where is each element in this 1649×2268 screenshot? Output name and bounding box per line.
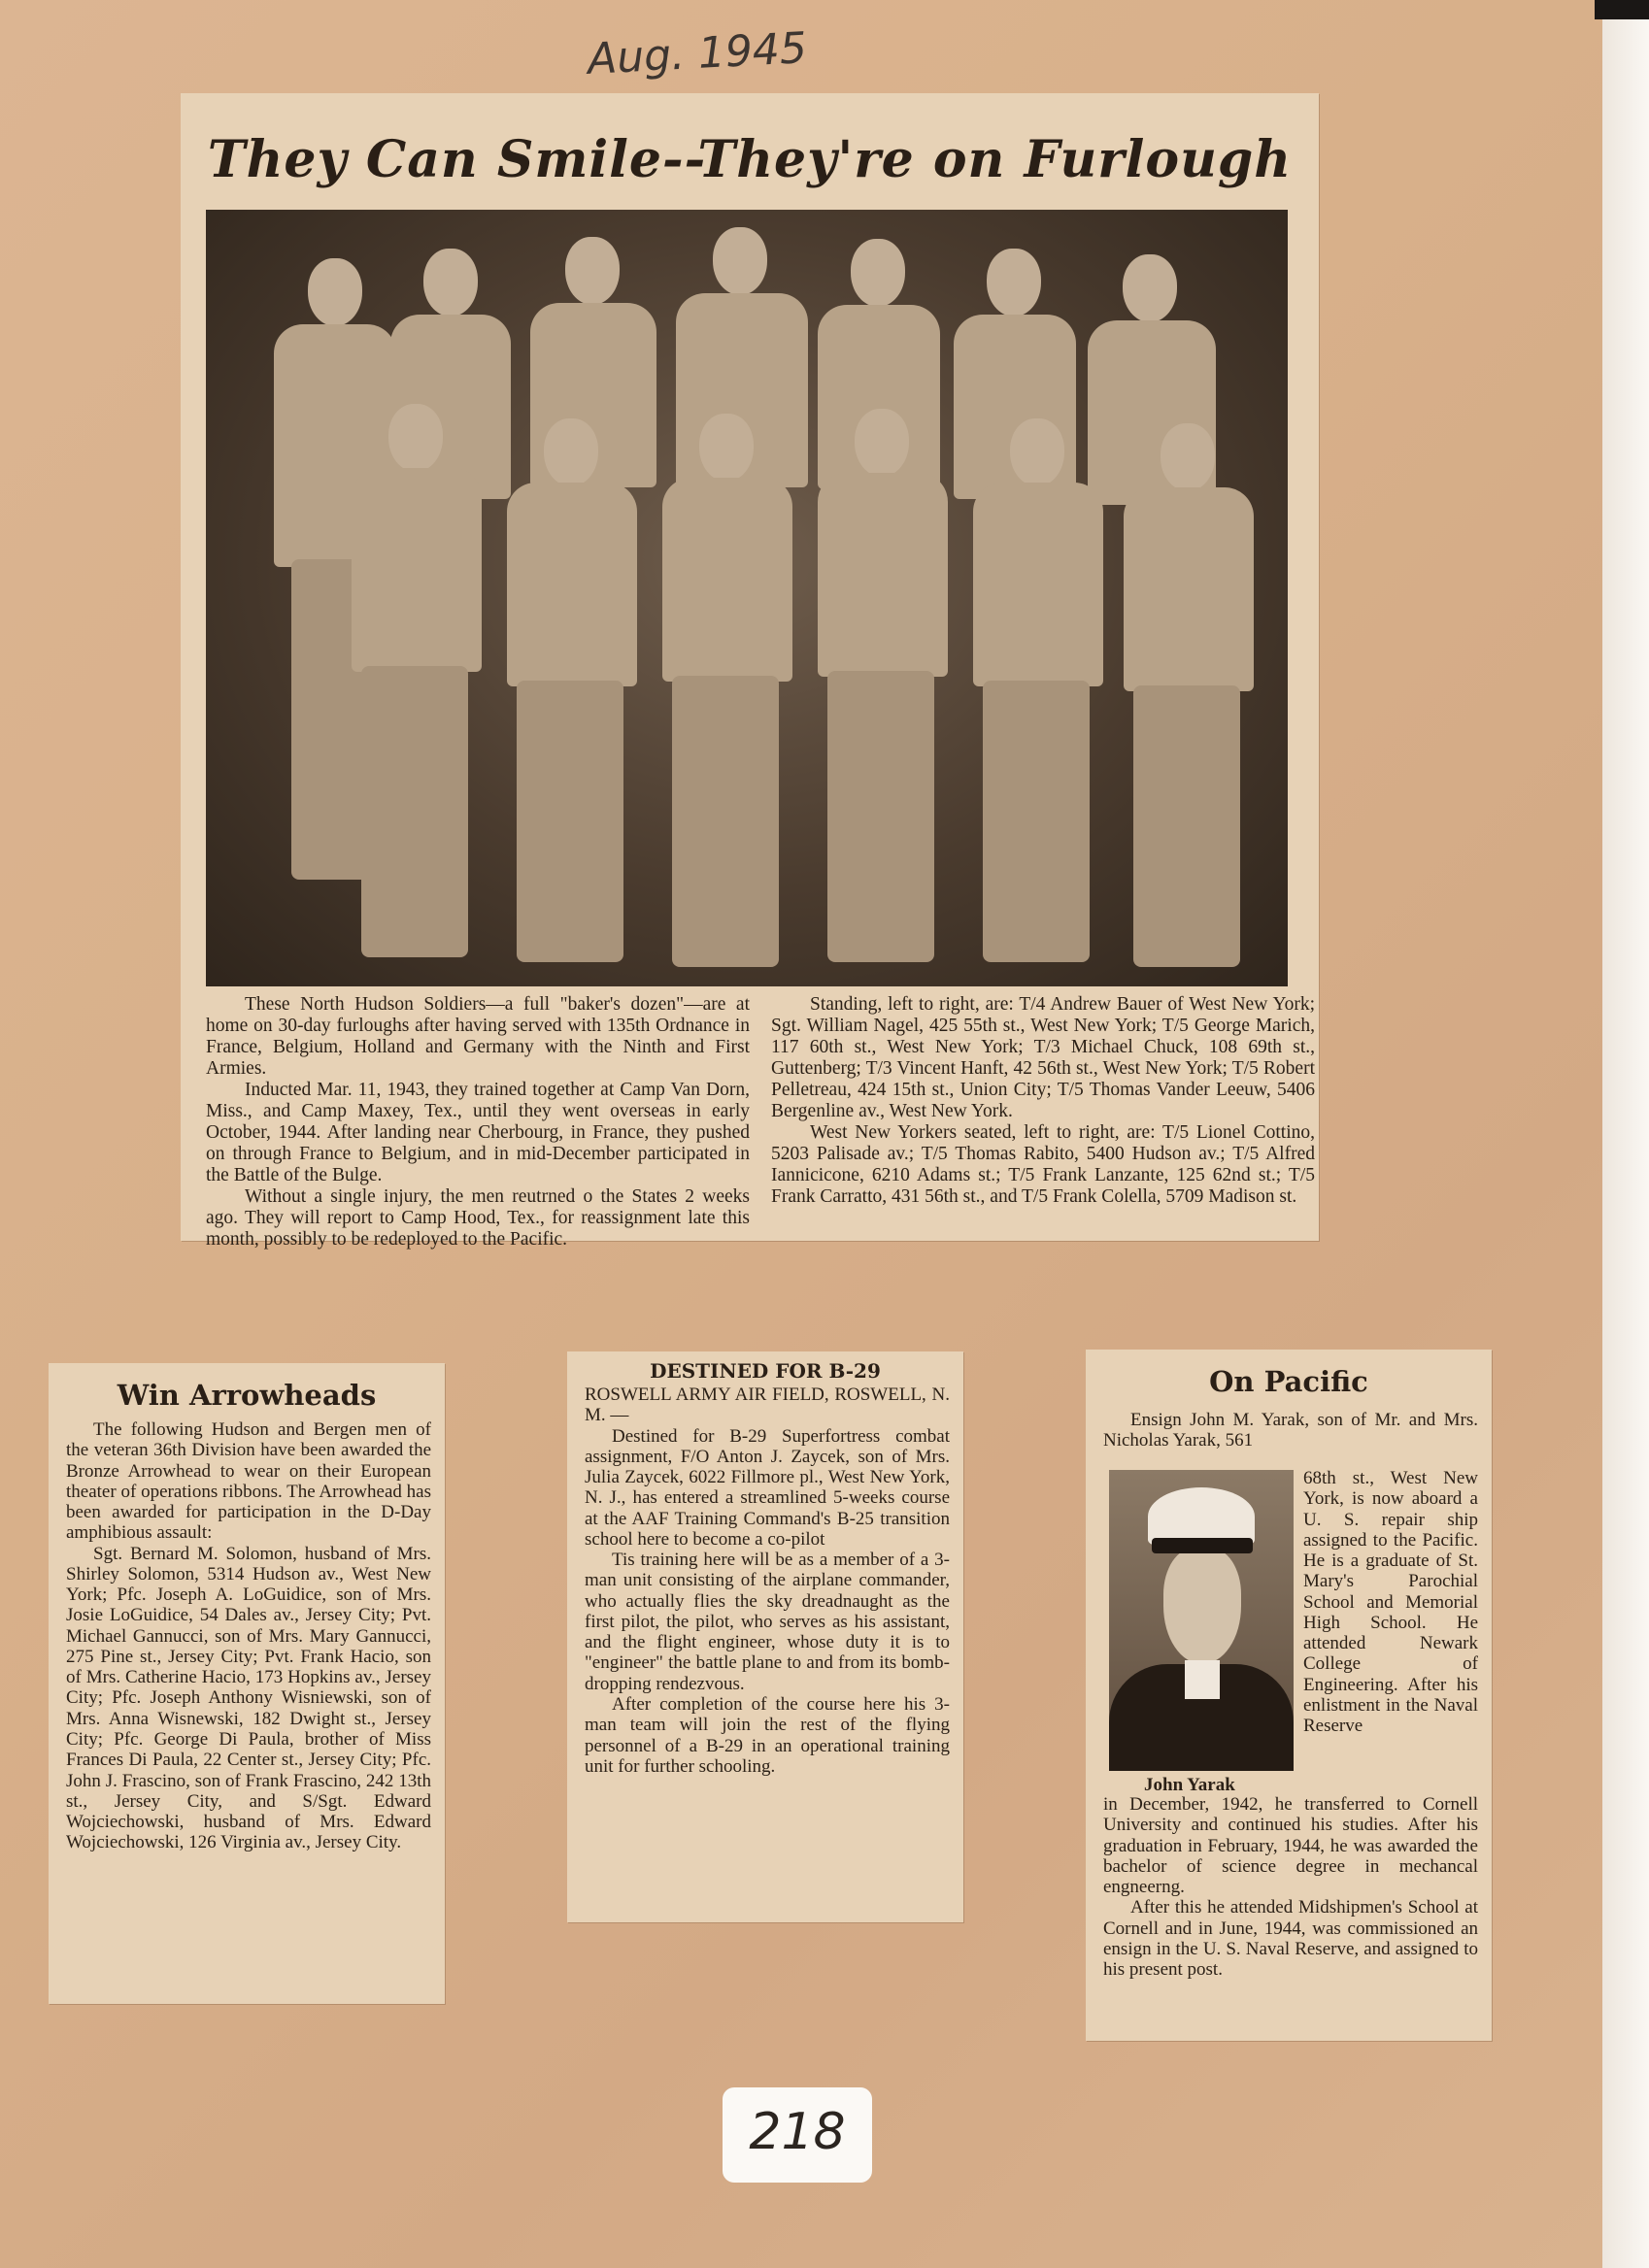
group-photo xyxy=(206,210,1288,986)
page-number-label xyxy=(723,2087,872,2183)
pacific-intro: Ensign John M. Yarak, son of Mr. and Mrs. Nicholas Yarak, 561 xyxy=(1103,1410,1478,1451)
pacific-body xyxy=(1103,1794,1478,1980)
caption-paragraph: These North Hudson Soldiers—a full "baker's dozen"—are at home on 30-day furloughs after having served with 135th Ordnance in France, Belgium, Holland and Germany with the Ninth and First Armies. xyxy=(206,994,750,1080)
pacific-clipping xyxy=(1086,1350,1492,2041)
article-paragraph: in December, 1942, he transferred to Cornell University and continued his studies. After his graduation in February, 1944, he was awarded the bachelor of science degree in mechancal engneerng. xyxy=(1103,1794,1478,1898)
pacific-wrapped-text: 68th st., West New York, is now aboard a U. S. repair ship assigned to the Pacific. He is a graduate of St. Mary's Parochial School and Memorial High School. He attended Newark College of Engineering. After his enlistment in the Naval Reserve xyxy=(1303,1468,1478,1737)
article-paragraph: After this he attended Midshipmen's School at Cornell and in June, 1944, was commissioned an ensign in the U. S. Naval Reserve, and assigned to his present post. xyxy=(1103,1897,1478,1981)
main-article-clipping xyxy=(181,93,1319,1251)
arrowheads-clipping xyxy=(49,1363,445,2004)
caption-paragraph: West New Yorkers seated, left to right, are: T/5 Lionel Cottino, 5203 Palisade av.; T/5 Thomas Rabito, 5400 Hudson av.; T/5 Alfred Iannicicone, 6210 Adams st.; T/5 Frank Lanzante, 125 62nd st.; T/5 Frank Carratto, 431 56th st., and T/5 Frank Colella, 5709 Madison st. xyxy=(771,1122,1315,1208)
page-binding-edge xyxy=(1602,0,1649,2268)
b29-dateline: ROSWELL ARMY AIR FIELD, ROSWELL, N. M. — xyxy=(585,1384,950,1426)
arrowheads-title: Win Arrowheads xyxy=(117,1379,377,1412)
caption-paragraph: Inducted Mar. 11, 1943, they trained together at Camp Van Dorn, Miss., and Camp Maxey, Tex., until they went overseas in early October, 1944. After landing near Cherbourg, in France, they pushed on through France to Belgium, and in mid-December participated in the Battle of the Bulge. xyxy=(206,1080,750,1186)
pacific-title: On Pacific xyxy=(1209,1365,1368,1398)
portrait-photo xyxy=(1109,1470,1294,1771)
arrowheads-body xyxy=(66,1419,431,1853)
caption-paragraph: Without a single injury, the men reutrned o the States 2 weeks ago. They will report to Camp Hood, Tex., for reassignment late this month, possibly to be redeployed to the Pacific. xyxy=(206,1186,750,1251)
photo-caption-left xyxy=(206,994,750,1251)
b29-body xyxy=(585,1384,950,1777)
portrait-caption: John Yarak xyxy=(1144,1775,1235,1795)
main-headline: They Can Smile--They're on Furlough xyxy=(207,130,1293,189)
article-paragraph: Destined for B-29 Superfortress combat assignment, F/O Anton J. Zaycek, son of Mrs. Julia Zaycek, 6022 Fillmore pl., West New York, N. J., has entered a streamlined 5-weeks course at the AAF Training Command's B-25 transition school here to become a co-pilot xyxy=(585,1425,950,1550)
article-paragraph: Tis training here will be as a member of a 3-man unit consisting of the airplane commander, who actually flies the sky dreadnaught as the first pilot, the pilot, who serves as his assistant, and the flight engineer, whose duty it is to "engineer" the battle plane to and from its bomb-dropping rendezvous. xyxy=(585,1550,950,1694)
article-paragraph: After completion of the course here his 3-man team will join the rest of the flying personnel of a B-29 in an operational training unit for further schooling. xyxy=(585,1693,950,1777)
b29-clipping xyxy=(567,1351,963,1922)
photo-caption-right xyxy=(771,994,1315,1208)
binding-shadow xyxy=(1595,0,1649,19)
article-paragraph: Sgt. Bernard M. Solomon, husband of Mrs. Shirley Solomon, 5314 Hudson av., West New York; Pfc. Joseph A. LoGuidice, son of Mrs. Josie LoGuidice, 54 Dales av., Jersey City; Pvt. Michael Gannucci, son of Mrs. Mary Gannucci, 275 Pine st., Jersey City; Pvt. Frank Hacio, son of Mrs. Catherine Hacio, 173 Hopkins av., Jersey City; Pfc. Joseph Anthony Wisniewski, son of Mrs. Anna Wisnewski, 182 Dwight st., Jersey City; Pfc. George Di Paula, brother of Miss Frances Di Paula, 22 Center st., Jersey City; Pfc. John J. Frascino, son of Frank Frascino, 242 13th st., Jersey City, and S/Sgt. Edward Wojciechowski, husband of Mrs. Edward Wojciechowski, 126 Virginia av., Jersey City. xyxy=(66,1543,431,1853)
b29-title: DESTINED FOR B-29 xyxy=(650,1359,881,1383)
caption-paragraph: Standing, left to right, are: T/4 Andrew Bauer of West New York; Sgt. William Nagel, 425 55th st., West New York; T/5 George Marich, 117 60th st., West New York; T/3 Michael Chuck, 108 69th st., Guttenberg; T/3 Vincent Hanft, 42 56th st., West New York; T/5 Robert Pelletreau, 424 15th st., Union City; T/5 Thomas Vander Leeuw, 5406 Bergenline av., West New York. xyxy=(771,994,1315,1122)
article-paragraph: The following Hudson and Bergen men of the veteran 36th Division have been awarded the Bronze Arrowhead to wear on their European theater of operations ribbons. The Arrowhead has been awarded for participation in the D-Day amphibious assault: xyxy=(66,1419,431,1544)
handwritten-date: Aug. 1945 xyxy=(586,23,809,84)
page-number: 218 xyxy=(749,2103,846,2161)
